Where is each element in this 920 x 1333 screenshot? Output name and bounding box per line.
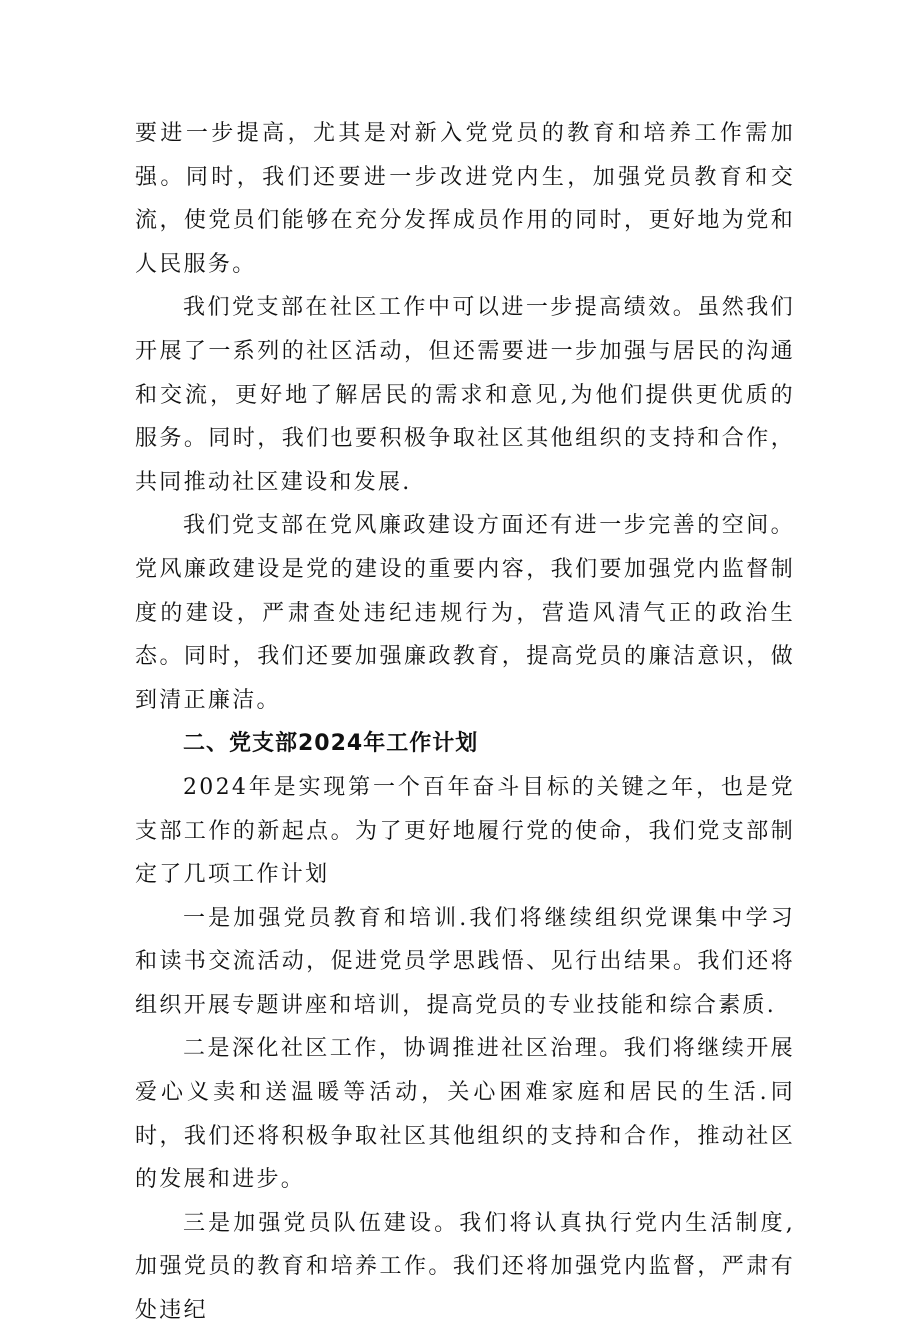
paragraph-integrity-building: 我们党支部在党风廉政建设方面还有进一步完善的空间。党风廉政建设是党的建设的重要内容，我们要加强党内监督制度的建设，严肃查处违纪违规行为，营造风清气正的政治生态。同时，我们还要加强廉政教育，提高党员的廉洁意识，做到清正廉洁。 xyxy=(135,513,795,713)
paragraph-community-work: 我们党支部在社区工作中可以进一步提高绩效。虽然我们开展了一系列的社区活动，但还需要进一步加强与居民的沟通和交流，更好地了解居民的需求和意见,为他们提供更优质的服务。同时，我们也要积极争取社区其他组织的支持和合作，共同推动社区建设和发展. xyxy=(135,295,795,495)
paragraph-continuation: 要进一步提高，尤其是对新入党党员的教育和培养工作需加强。同时，我们还要进一步改进党内生，加强党员教育和交流，使党员们能够在充分发挥成员作用的同时，更好地为党和人民服务。 xyxy=(135,121,795,277)
paragraph-plan-three: 三是加强党员队伍建设。我们将认真执行党内生活制度,加强党员的教育和培养工作。我们还将加强党内监督，严肃有处违纪 xyxy=(135,1210,795,1324)
section-heading: 二、党支部2024年工作计划 xyxy=(183,731,479,757)
paragraph-plan-one: 一是加强党员教育和培训.我们将继续组织党课集中学习和读书交流活动，促进党员学思践悟、见行出结果。我们还将组织开展专题讲座和培训，提高党员的专业技能和综合素质. xyxy=(135,905,795,1018)
paragraph-plan-intro: 2024年是实现第一个百年奋斗目标的关键之年，也是党支部工作的新起点。为了更好地履行党的使命，我们党支部制定了几项工作计划 xyxy=(135,774,795,888)
document-page xyxy=(135,112,795,1333)
paragraph-plan-two: 二是深化社区工作，协调推进社区治理。我们将继续开展爱心义卖和送温暖等活动，关心困难家庭和居民的生活.同时，我们还将积极争取社区其他组织的支持和合作，推动社区的发展和进步。 xyxy=(135,1036,795,1193)
